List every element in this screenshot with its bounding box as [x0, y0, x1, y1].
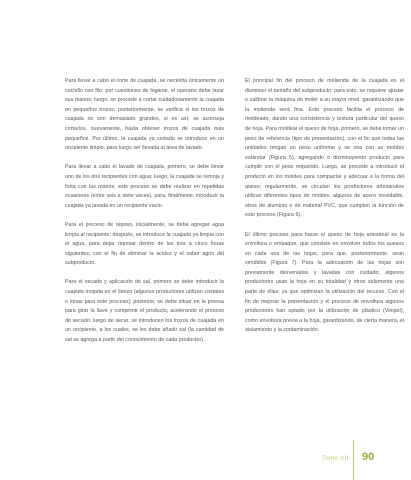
page-number: 90: [362, 451, 375, 463]
paragraph-lavado-cuajada: Para llevar a cabo el lavado de cuajada, primero, se debe llevar uno de los dos recipientes con agua; luego, la cuajada se remoja y frota con las manos; este proceso se debe realizar en repetidas ocasiones (entre seis a siete veces), para, finalmente, introducir la cuajada ya lavada en un recipiente vacío.: [65, 164, 224, 209]
footer-volume-label: Tomo VII: [322, 456, 349, 462]
left-text-column: [65, 77, 224, 355]
paragraph-envoltura: El último proceso para hacer el queso de hoja artesanal es la envoltura o empaque, que consiste en envolver todos los quesos en cada una de las hojas, para que, posteriormente, sean vendidos (Figura 7). Para la adecuación de las hojas son previamente desvenadas y lavadas con cuidado; algunos productores usan la hoja en su totalidad y otros solamente una parte de ellas; ya que optimizan la utilización del recurso. Con el fin de mejorar la presentación y el proceso de envoltura algunos productores han optado por la utilización de plástico (Vinipel), como envoltura previa a la hoja, garantizando, de cierta manera, el aislamiento y la contaminación.: [245, 231, 404, 334]
paragraph-secado-sal: Para el secado y aplicación de sal, primero se debe introducir la cuajada mojada en el lienzo (algunos productores utilizan costales o lonas para este proceso); posterior, se debe situar en la prensa para girar la llave y comprimir el producto, acelerando el proceso de secado; luego de secar, se introducen los trozos de cuajada en un recipiente, a los cuales, se les debe añadir sal (la cantidad de sal se agrega a partir del conocimiento de cada productor).: [65, 279, 224, 344]
paragraph-reposo: Para el proceso de reposo, inicialmente, se debe agregar agua limpia al recipiente; después, se introduce la cuajada ya limpia con el agua, para dejar reposar dentro de los tres a cinco horas siguientes, con el fin de eliminar la acidez y el sabor agrio del subproducto.: [65, 221, 224, 267]
paragraph-corte-cuajada: Para llevar a cabo el corte de cuajada, se necesita únicamente un cuchillo con filo: por cuestiones de higiene, el operario debe lavar sus manos; luego, se procede a cortar cuidadosamente la cuajada en pequeños trozos; posteriormente, se verifica si los trozos de cuajada no son demasiado grandes, si es así, se aconseja cortarlos, nuevamente, hasta obtener trozos de cuajada más pequeños. Por último, la cuajada ya cortada se introduce en un recipiente limpio, para luego ser llevada al área de lavado.: [65, 78, 224, 152]
footer-divider: [353, 440, 354, 480]
paragraph-molienda-moldeado: El principal fin del proceso de molienda de la cuajada es el disminuir el tamaño del subproducto; para esto, se requiere ajustar o calibrar la máquina de moler a su mayor nivel, garantizando que la molienda será fina. Este proceso facilita el proceso de moldeado, dando una consistencia y textura particular del queso de hoja. Para moldear el queso de hoja, primero, se debe tomar un peso de referencia (tipo de presentación), con el fin que todas las unidades tengan un peso uniforme y se sea con un moldes estándar (Figura 5), agregando o disminuyendo producto para cumplir con el peso requerido. Luego, se procede a introducir el producto en los moldes para compactar y adecuar a la forma del queso; regularmente, se circulan los productores artesanales utilizan diferentes tipos de moldes, algunos de acero inoxidable, otros de aluminio o de material PVC, que cumplen la función de este proceso (Figura 6).: [245, 78, 404, 219]
right-text-column: [245, 77, 404, 346]
